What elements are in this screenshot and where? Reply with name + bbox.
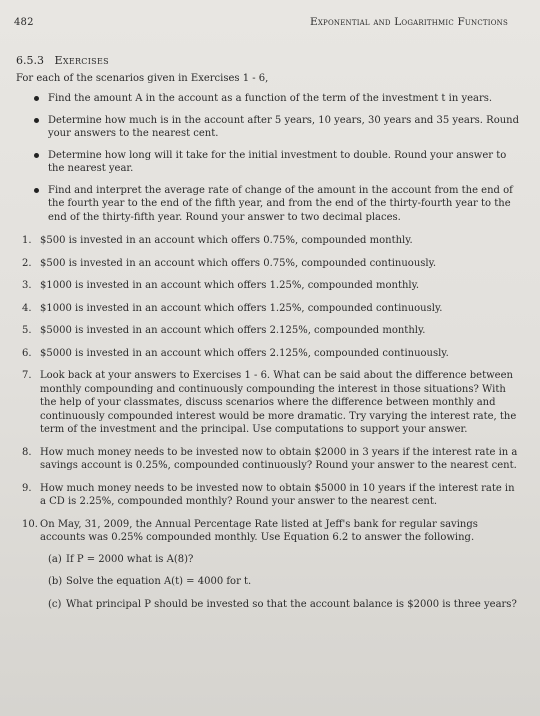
exercise-number: 2. (22, 257, 32, 269)
subpart-item (48, 575, 522, 589)
exercise-number: 9. (22, 482, 32, 494)
exercise-text: $500 is invested in an account which offers 0.75%, compounded monthly. (40, 235, 413, 246)
exercise-item (22, 324, 522, 338)
section-title: Exercises (54, 54, 109, 67)
subpart-text: If P = 2000 what is A(8)? (66, 553, 194, 565)
instruction-item: Find and interpret the average rate of change of the amount in the account from the end of the fourth year to the end of the fifth year, and from the end of the thirty-fourth year to the end of the thirty-fifth year. Round your answer to two decimal places. (34, 184, 522, 225)
section-heading (16, 54, 522, 67)
exercise-number: 7. (22, 370, 32, 381)
exercise-text: $5000 is invested in an account which offers 2.125%, compounded monthly. (40, 325, 426, 336)
exercise-item (22, 347, 522, 361)
exercise-item (22, 302, 522, 316)
subpart-label: (b) (48, 576, 63, 587)
subpart-item (48, 553, 522, 567)
exercise-list (14, 234, 522, 611)
exercise-text: $500 is invested in an account which offers 0.75%, compounded continuously. (40, 257, 437, 269)
exercise-item (22, 234, 522, 248)
exercises-intro: For each of the scenarios given in Exercises 1 - 6, (16, 73, 269, 84)
exercise-number: 10. (22, 518, 38, 530)
subpart-label: (a) (48, 553, 62, 565)
exercise-number: 3. (22, 280, 32, 291)
instruction-item: Find the amount A in the account as a function of the term of the investment t in years. (34, 92, 522, 106)
instruction-list (14, 92, 522, 224)
exercise-item (22, 482, 522, 509)
running-title: Exponential and Logarithmic Functions (309, 16, 508, 28)
exercise-number: 8. (22, 446, 32, 458)
exercise-item (22, 279, 522, 293)
exercise-text: $1000 is invested in an account which offers 1.25%, compounded monthly. (40, 280, 420, 291)
exercise-number: 5. (22, 325, 32, 336)
exercise-item (22, 257, 522, 271)
subpart-list (48, 553, 522, 612)
page-number: 482 (14, 17, 34, 28)
exercise-text: Look back at your answers to Exercises 1 - 6. What can be said about the difference between monthly compounding and continuously compounding the interest in those situations? With the help of your classmates, discuss scenarios where the difference between monthly and continuously compounded interest would be more dramatic. Try varying the interest rate, the term of the investment and the principal. Use computations to support your answer. (40, 370, 517, 435)
subpart-label: (c) (48, 598, 62, 610)
subpart-text: What principal P should be invested so that the account balance is $2000 is three years? (66, 598, 517, 610)
subpart-text: Solve the equation A(t) = 4000 for t. (66, 576, 252, 587)
exercise-number: 1. (22, 235, 32, 246)
exercise-text: $5000 is invested in an account which offers 2.125%, compounded continuously. (40, 347, 449, 359)
exercise-item (22, 446, 522, 473)
instruction-item: Determine how much is in the account after 5 years, 10 years, 30 years and 35 years. Round your answers to the nearest cent. (34, 114, 522, 141)
subpart-item (48, 598, 522, 612)
exercise-number: 4. (22, 302, 32, 314)
exercise-item (22, 369, 522, 437)
exercise-text: How much money needs to be invested now to obtain $2000 in 3 years if the interest rate in a savings account is 0.25%, compounded continuously? Round your answer to the nearest cent. (40, 446, 518, 471)
exercise-number: 6. (22, 347, 32, 359)
section-number: 6.5.3 (16, 54, 44, 67)
running-head (14, 16, 522, 28)
exercise-text: How much money needs to be invested now to obtain $5000 in 10 years if the interest rate in a CD is 2.25%, compounded monthly? Round your answer to the nearest cent. (40, 482, 515, 507)
instruction-item: Determine how long will it take for the initial investment to double. Round your answer to the nearest year. (34, 149, 522, 176)
exercise-text: On May, 31, 2009, the Annual Percentage Rate listed at Jeff's bank for regular savings accounts was 0.25% compounded monthly. Use Equation 6.2 to answer the following. (40, 518, 478, 543)
exercise-text: $1000 is invested in an account which offers 1.25%, compounded continuously. (40, 302, 443, 314)
exercise-item (22, 518, 522, 612)
